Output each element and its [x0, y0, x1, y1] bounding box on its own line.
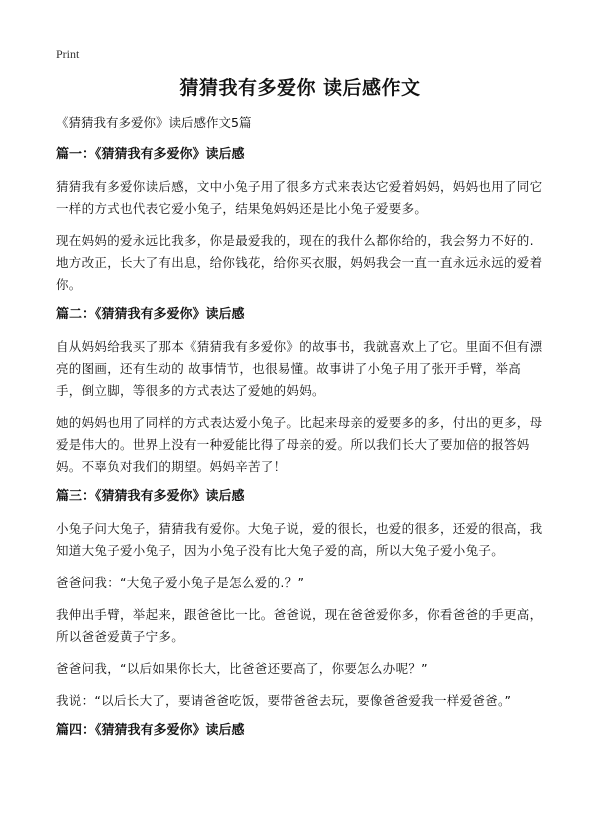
- paragraph: 小兔子问大兔子，猜猜我有爱你。大兔子说，爱的很长，也爱的很多，还爱的很高，我知道大兔子爱小兔子，因为小兔子没有比大兔子爱的高，所以大兔子爱小兔子。: [56, 521, 543, 558]
- paragraph: 爸爸问我，“以后如果你长大，比爸爸还要高了，你要怎么办呢？”: [56, 661, 428, 676]
- paragraph: 我伸出手臂，举起来，跟爸爸比一比。爸爸说，现在爸爸爱你多，你看爸爸的手更高，所以爸爸爱黄子宁多。: [56, 607, 543, 644]
- section-1: [56, 146, 544, 296]
- section-2: [56, 306, 544, 478]
- paragraph: 爸爸问我：“大兔子爱小兔子是怎么爱的.？”: [56, 575, 305, 590]
- paragraph: 现在妈妈的爱永远比我多，你是最爱我的，现在的我什么都你给的，我会努力不好的.地方改正，长大了有出息，给你钱花，给你买衣服，妈妈我会一直一直永远永远的爱着你。: [56, 233, 543, 292]
- paragraph: 她的妈妈也用了同样的方式表达爱小兔子。比起来母亲的爱要多的多，付出的更多，母爱是伟大的。世界上没有一种爱能比得了母亲的爱。所以我们长大了要加倍的报答妈妈。不辜负对我们的期望。妈妈辛苦了！: [56, 415, 543, 474]
- page-title: 猜猜我有多爱你 读后感作文: [179, 77, 421, 99]
- document-subtitle: 《猜猜我有多爱你》读后感作文5篇: [56, 115, 252, 130]
- paragraph: 猜猜我有多爱你读后感，文中小兔子用了很多方式来表达它爱着妈妈，妈妈也用了同它一样的方式也代表它爱小兔子，结果兔妈妈还是比小兔子爱要多。: [56, 179, 543, 216]
- section-heading: 篇四：《猜猜我有多爱你》读后感: [56, 723, 245, 738]
- print-link[interactable]: Print: [56, 47, 80, 61]
- section-heading: 篇二：《猜猜我有多爱你》读后感: [56, 307, 245, 322]
- section-4: [56, 722, 544, 740]
- paragraph: 自从妈妈给我买了那本《猜猜我有多爱你》的故事书，我就喜欢上了它。里面不但有漂亮的图画，还有生动的 故事情节，也很易懂。故事讲了小兔子用了张开手臂，举高手，倒立脚，等很多的方式表达了爱她的妈妈。: [56, 339, 543, 398]
- section-3: [56, 488, 544, 712]
- paragraph: 我说：“以后长大了，要请爸爸吃饭，要带爸爸去玩，要像爸爸爱我一样爱爸爸。”: [56, 693, 512, 708]
- section-heading: 篇一：《猜猜我有多爱你》读后感: [56, 147, 245, 162]
- section-heading: 篇三：《猜猜我有多爱你》读后感: [56, 489, 245, 504]
